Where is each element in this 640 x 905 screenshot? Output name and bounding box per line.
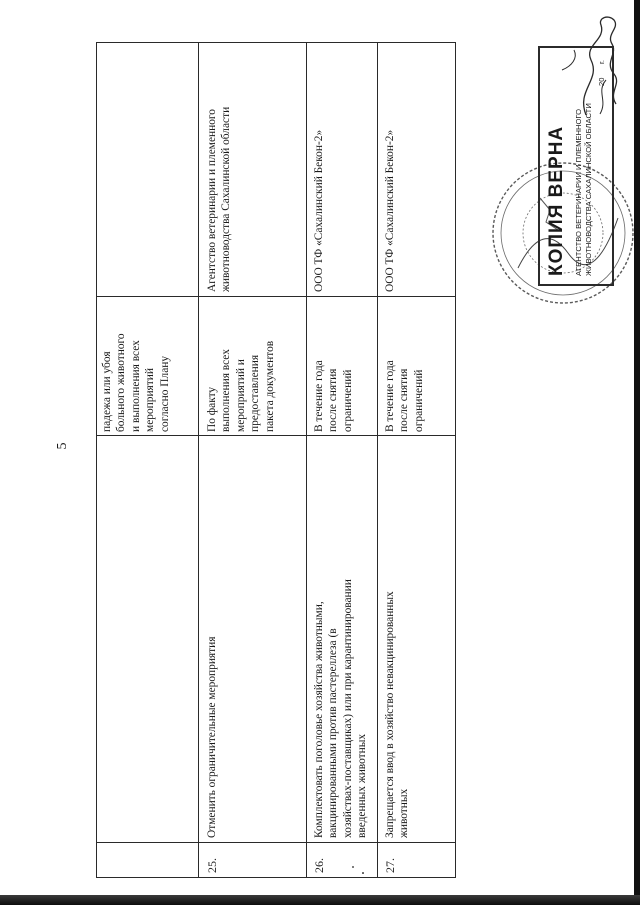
scan-speck (352, 866, 354, 868)
table-border-left (96, 42, 97, 878)
page-number: 5 (55, 442, 70, 450)
certified-copy-date-suffix: 20 (597, 77, 606, 86)
row26-event: Комплектовать поголовье хозяйства животными, вакцинированными против пастереллеза (в хозяйствах-поставщиках) или при карантинировании введенных животных (313, 579, 369, 838)
row27-event: Запрещается ввод в хозяйство невакцинированных животных (384, 591, 411, 838)
scan-speck (362, 872, 364, 874)
row26-responsible: ООО ТФ «Сахалинский Бекон-2» (313, 129, 325, 292)
certified-copy-agency-line1: АГЕНТСТВО ВЕТЕРИНАРИИ И ПЛЕМЕННОГО (574, 109, 583, 276)
table-border-top (96, 42, 456, 43)
row27-term: В течение года после снятия ограничений (384, 360, 425, 432)
scan-edge-right (634, 0, 640, 905)
row25-number: 25. (205, 858, 219, 873)
certified-copy-title: КОПИЯ ВЕРНА (546, 125, 567, 276)
row27-number: 27. (383, 858, 397, 873)
certified-copy-agency-line2: ЖИВОТНОВОДСТВА САХАЛИНСКОЙ ОБЛАСТИ (584, 103, 593, 276)
row-divider-2 (306, 42, 307, 878)
row0-term: падежа или убоя больного животного и выполнения всех мероприятий согласно Плану (101, 333, 171, 432)
row-divider-1 (198, 42, 199, 878)
column-divider-term (96, 435, 456, 436)
row26-number: 26. (312, 858, 326, 873)
handwritten-signature-icon (556, 10, 640, 120)
row26-term: В течение года после снятия ограничений (313, 360, 354, 432)
column-divider-responsible (96, 296, 456, 297)
row-divider-3 (377, 42, 378, 878)
table-border-right (455, 42, 456, 878)
column-divider-number (96, 842, 456, 843)
scan-edge-bottom (0, 895, 640, 905)
table-border-bottom (96, 877, 456, 878)
row25-term: По факту выполнения всех мероприятий и предоставления пакета документов (206, 340, 276, 432)
row25-responsible: Агентство ветеринарии и племенного животноводства Сахалинской области (206, 106, 233, 292)
row25-event: Отменить ограничительные мероприятия (206, 636, 218, 838)
certified-copy-year-suffix: г. (597, 60, 606, 64)
row27-responsible: ООО ТФ «Сахалинский Бекон-2» (384, 129, 396, 292)
